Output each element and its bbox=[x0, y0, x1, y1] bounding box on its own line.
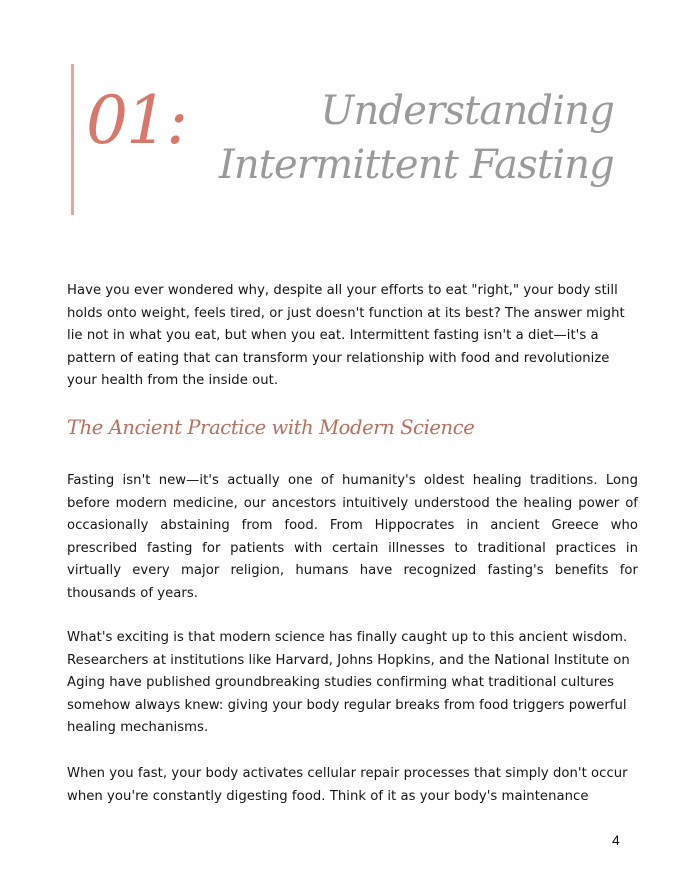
section-block-2 bbox=[67, 627, 638, 740]
chapter-header bbox=[0, 0, 687, 230]
chapter-title-line-2: Intermittent Fasting bbox=[218, 142, 614, 188]
section-paragraph-1: Fasting isn't new—it's actually one of humanity's oldest healing traditions. Long before modern medicine, our ancestors intuitively understood the healing power of occasionally abstaining from food. From Hippocrates in ancient Greece who prescribed fasting for patients with certain illnesses to traditional practices in virtually every major religion, humans have recognized fasting's benefits for thousands of years. bbox=[67, 473, 638, 601]
section-paragraph-3: When you fast, your body activates cellular repair processes that simply don't occur when you're constantly digesting food. Think of it as your body's maintenance bbox=[67, 766, 628, 804]
chapter-title bbox=[174, 84, 614, 192]
section-block-1 bbox=[67, 470, 638, 605]
section-block-3 bbox=[67, 763, 638, 808]
accent-bar bbox=[71, 64, 74, 215]
page-number: 4 bbox=[612, 832, 620, 848]
chapter-number: 01: bbox=[86, 82, 187, 159]
intro-block bbox=[67, 280, 638, 393]
section-heading: The Ancient Practice with Modern Science bbox=[67, 416, 475, 439]
section-paragraph-2: What's exciting is that modern science has finally caught up to this ancient wisdom. Researchers at institutions like Harvard, Johns Hopkins, and the National Institute on Aging have published groundbreaking studies confirming what traditional cultures somehow always knew: giving your body regular breaks from food triggers powerful healing mechanisms. bbox=[67, 630, 630, 735]
chapter-title-line-1: Understanding bbox=[320, 88, 614, 134]
intro-paragraph: Have you ever wondered why, despite all your efforts to eat "right," your body still holds onto weight, feels tired, or just doesn't function at its best? The answer might lie not in what you eat, but when you eat. Intermittent fasting isn't a diet—it's a pattern of eating that can transform your relationship with food and revolutionize your health from the inside out. bbox=[67, 283, 625, 388]
